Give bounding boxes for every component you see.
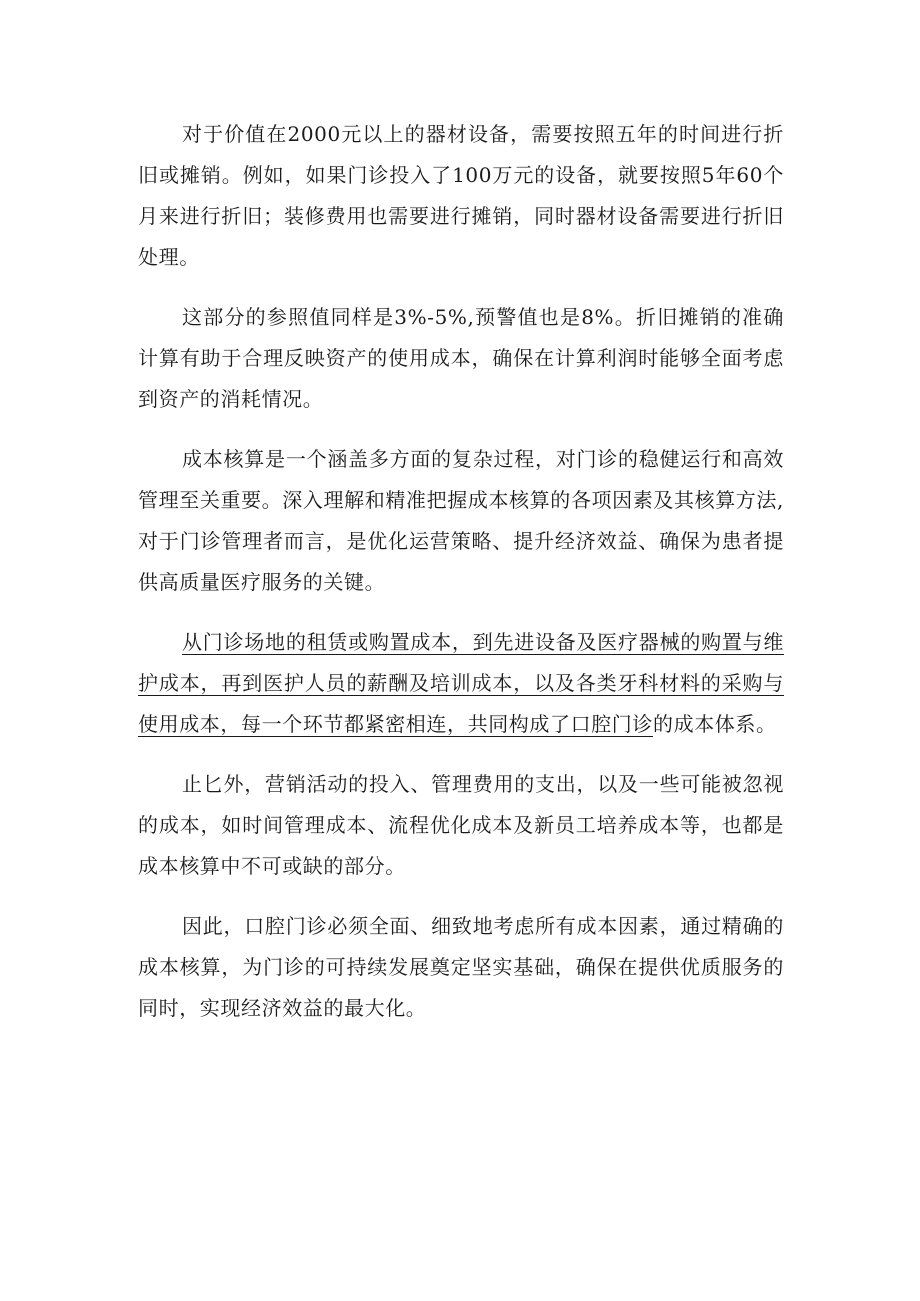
paragraph-depreciation-rule: 对于价值在2000元以上的器材设备，需要按照五年的时间进行折旧或摊销。例如，如果门诊投入了100万元的设备，就要按照5年60个月来进行折旧；装修费用也需要进行摊销，同时器材设备需要进行折旧处理。 bbox=[138, 122, 784, 269]
paragraph-other-costs: 止匕外，营销活动的投入、管理费用的支出，以及一些可能被忽视的成本，如时间管理成本、流程优化成本及新员工培养成本等，也都是成本核算中不可或缺的部分。 bbox=[138, 772, 784, 878]
underlined-text: 从门诊场地的租赁或购置成本，到先进设备及医疗器械的购置与维护成本，再到医护人员的薪酬及培训成本，以及各类牙科材料的采购与使用成本，每一个环节都紧密相连，共同构成了口腔门诊 bbox=[138, 630, 784, 736]
document-body bbox=[138, 114, 784, 1048]
paragraph-conclusion: 因此，口腔门诊必须全面、细致地考虑所有成本因素，通过精确的成本核算，为门诊的可持续发展奠定坚实基础，确保在提供优质服务的同时，实现经济效益的最大化。 bbox=[138, 914, 784, 1020]
paragraph-cost-accounting-overview: 成本核算是一个涵盖多方面的复杂过程，对门诊的稳健运行和高效管理至关重要。深入理解和精准把握成本核算的各项因素及其核算方法,对于门诊管理者而言，是优化运营策略、提升经济效益、确保为患者提供高质量医疗服务的关键。 bbox=[138, 447, 784, 594]
paragraph-cost-system bbox=[138, 622, 784, 745]
paragraph-tail-text: 的成本体系。 bbox=[653, 712, 777, 736]
paragraph-reference-values: 这部分的参照值同样是3%-5%,预警值也是8%。折旧摊销的准确计算有助于合理反映资产的使用成本，确保在计算利润时能够全面考虑到资产的消耗情况。 bbox=[138, 305, 784, 411]
